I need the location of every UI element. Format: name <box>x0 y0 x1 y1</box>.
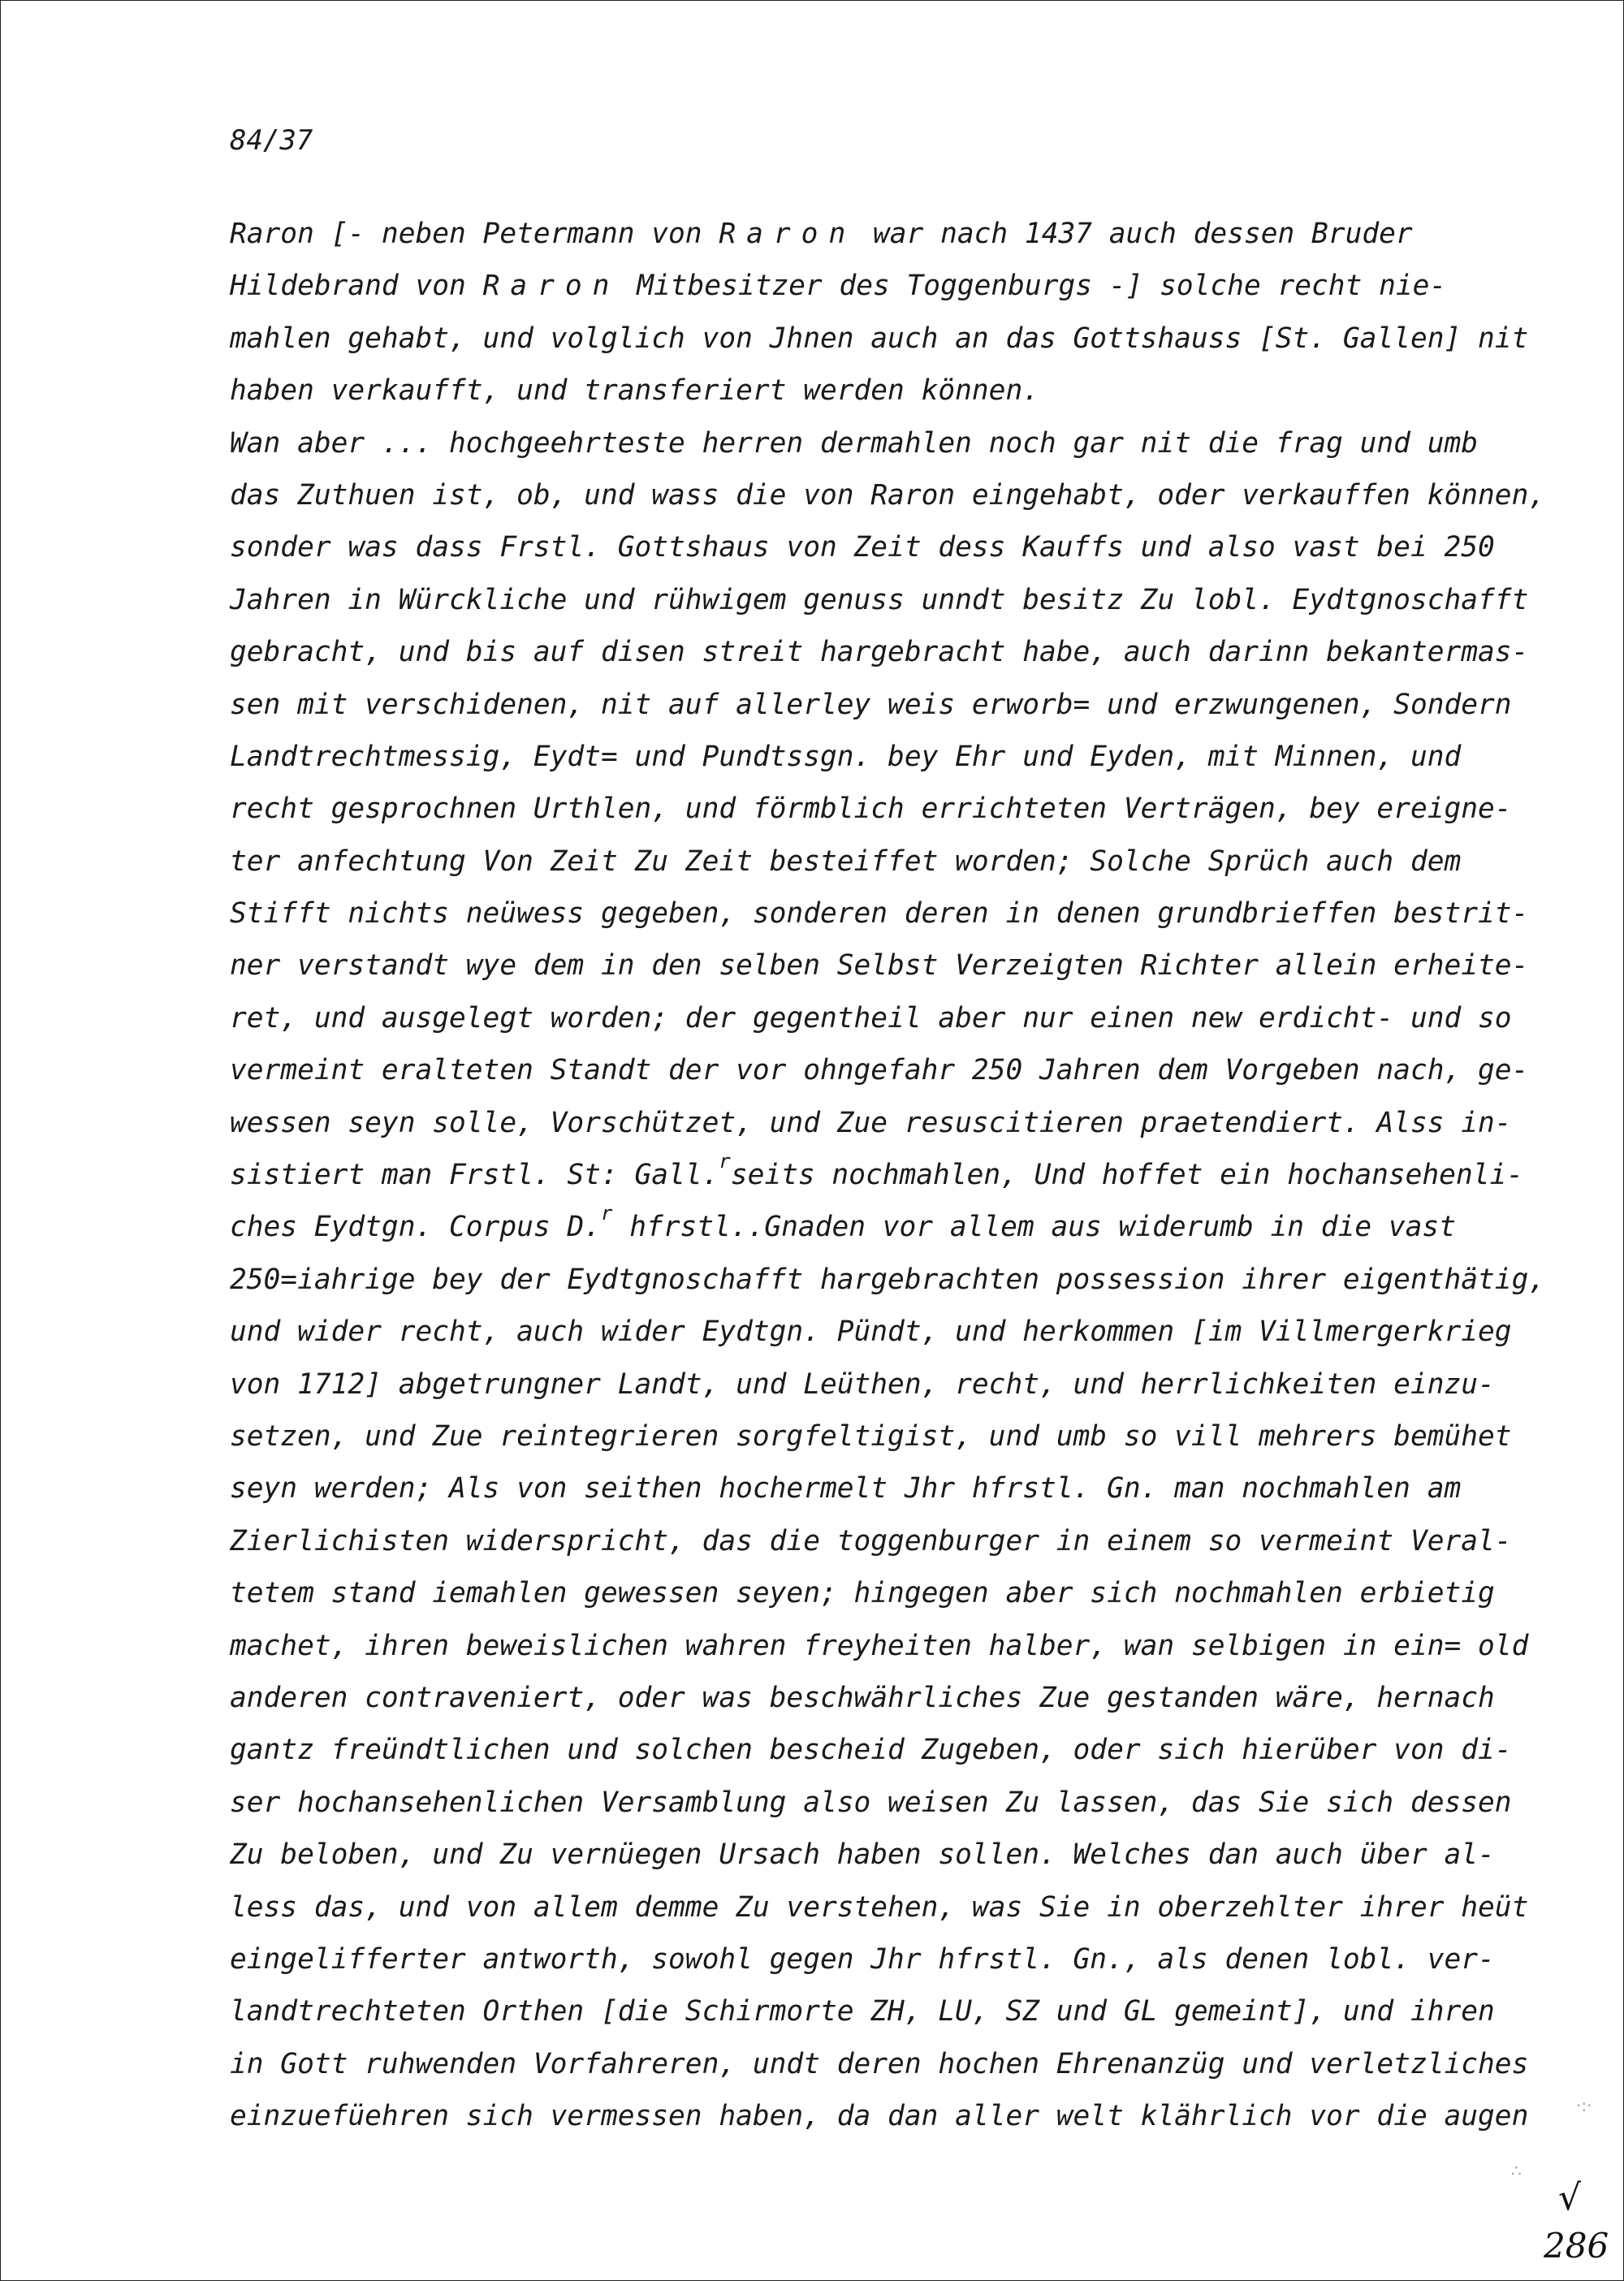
text-line <box>230 1149 1610 1201</box>
text-line <box>230 469 1610 521</box>
text-segment: Hildebrand von <box>230 270 483 303</box>
text-line <box>230 783 1610 835</box>
text-segment: das Zuthuen ist, ob, und wass die von Raron eingehabt, oder verkauffen können, <box>230 478 1546 512</box>
text-segment: gantz freündtlichen und solchen bescheid Zugeben, oder sich hierüber von di- <box>230 1734 1512 1767</box>
text-segment: seits nochmahlen, Und hoffet ein hochansehenli- <box>730 1159 1524 1192</box>
text-segment: und wider recht, auch wider Eydtgn. Pündt, und herkommen [im Villmergerkrieg <box>230 1315 1512 1349</box>
text-segment: landtrechteten Orthen [die Schirmorte ZH, LU, SZ und GL gemeint], und ihren <box>230 1995 1495 2028</box>
text-segment: hfrstl..Gnaden vor allem aus widerumb in die vast <box>612 1211 1456 1244</box>
superscript: r <box>600 1202 613 1225</box>
text-segment: 250=iahrige bey der Eydtgnoschafft hargebrachten possession ihrer eigenthätig, <box>230 1263 1546 1296</box>
text-segment: Mitbesitzer des Toggenburgs -] solche recht nie- <box>620 270 1447 303</box>
text-line <box>230 1985 1610 2037</box>
superscript: r <box>719 1150 731 1173</box>
text-segment: ches Eydtgn. Corpus D. <box>230 1211 601 1244</box>
text-line <box>230 1515 1610 1567</box>
text-segment: haben verkaufft, und transferiert werden können. <box>230 374 1039 408</box>
text-segment: ser hochansehenlichen Versamblung also weisen Zu lassen, das Sie sich dessen <box>230 1786 1512 1819</box>
text-line <box>230 521 1610 573</box>
margin-smudge: ∴ <box>1511 2161 1522 2180</box>
text-segment: seyn werden; Als von seithen hochermelt Jhr hfrstl. Gn. man nochmahlen am <box>230 1472 1462 1506</box>
text-segment: gebracht, und bis auf disen streit hargebracht habe, auch darinn bekantermas- <box>230 636 1529 669</box>
text-line <box>230 626 1610 678</box>
text-line <box>230 1306 1610 1358</box>
text-segment: Wan aber ... hochgeehrteste herren dermahlen noch gar nit die frag und umb <box>230 426 1479 460</box>
text-segment: eingelifferter antworth, sowohl gegen Jhr hfrstl. Gn., als denen lobl. ver- <box>230 1942 1495 1976</box>
text-line <box>230 1201 1610 1253</box>
margin-smudge: ·:· <box>1576 2096 1592 2115</box>
text-line <box>230 888 1610 940</box>
text-line <box>230 940 1610 991</box>
text-line <box>230 260 1610 312</box>
text-line <box>230 1620 1610 1672</box>
text-segment: machet, ihren beweislichen wahren freyheiten halber, wan selbigen in ein= old <box>230 1629 1529 1662</box>
text-line <box>230 731 1610 783</box>
text-segment: Raron <box>719 218 857 250</box>
text-segment: tetem stand iemahlen gewessen seyen; hingegen aber sich nochmahlen erbietig <box>230 1577 1495 1610</box>
text-segment: ter anfechtung Von Zeit Zu Zeit besteiffet worden; Solche Sprüch auch dem <box>230 845 1462 878</box>
text-line <box>230 1881 1610 1933</box>
text-line <box>230 2090 1610 2142</box>
text-segment: ret, und ausgelegt worden; der gegentheil aber nur einen new erdicht- und so <box>230 1001 1512 1035</box>
text-line <box>230 1411 1610 1462</box>
text-segment: sistiert man Frstl. St: Gall. <box>230 1159 719 1192</box>
text-line <box>230 1567 1610 1619</box>
text-segment: Landtrechtmessig, Eydt= und Pundtssgn. bey Ehr und Eyden, mit Minnen, und <box>230 740 1462 773</box>
text-line <box>230 2038 1610 2090</box>
text-segment: einzuefüehren sich vermessen haben, da dan aller welt klährlich vor die augen <box>230 2100 1529 2133</box>
text-line <box>230 574 1610 626</box>
text-line <box>230 1044 1610 1096</box>
text-segment: Jahren in Würckliche und rühwigem genuss unndt besitz Zu lobl. Eydtgnoschafft <box>230 583 1529 616</box>
text-line <box>230 313 1610 365</box>
text-segment: ner verstandt wye dem in den selben Selbst Verzeigten Richter allein erheite- <box>230 949 1529 983</box>
text-line <box>230 1829 1610 1881</box>
text-segment: recht gesprochnen Urthlen, und förmblich errichteten Verträgen, bey ereigne- <box>230 793 1512 826</box>
text-segment: setzen, und Zue reintegrieren sorgfeltigist, und umb so vill mehrers bemühet <box>230 1419 1512 1453</box>
text-segment: in Gott ruhwenden Vorfahreren, undt deren hochen Ehrenanzüg und verletzliches <box>230 2047 1529 2080</box>
text-segment: sonder was dass Frstl. Gottshaus von Zeit dess Kauffs und also vast bei 250 <box>230 531 1495 564</box>
folio-number: 286 <box>1544 2226 1609 2266</box>
text-segment: Zierlichisten widerspricht, das die toggenburger in einem so vermeint Veral- <box>230 1524 1512 1557</box>
text-line <box>230 1359 1610 1411</box>
text-line <box>230 1777 1610 1829</box>
check-mark: √ <box>1558 2177 1582 2218</box>
text-segment: Raron <box>482 270 620 303</box>
text-segment: sen mit verschidenen, nit auf allerley weis erworb= und erzwungenen, Sondern <box>230 688 1512 721</box>
text-segment: mahlen gehabt, und volglich von Jhnen auch an das Gottshauss [St. Gallen] nit <box>230 322 1529 355</box>
text-line <box>230 365 1610 417</box>
text-line <box>230 679 1610 731</box>
text-segment: vermeint eralteten Standt der vor ohngefahr 250 Jahren dem Vorgeben nach, ge- <box>230 1054 1529 1087</box>
text-segment: Zu beloben, und Zu vernüegen Ursach haben sollen. Welches dan auch über al- <box>230 1838 1495 1872</box>
text-line <box>230 1462 1610 1514</box>
text-line <box>230 836 1610 888</box>
page-number: 84/37 <box>230 124 313 157</box>
text-segment: wessen seyn solle, Vorschützet, und Zue resuscitieren praetendiert. Alss in- <box>230 1106 1512 1139</box>
text-line <box>230 417 1610 469</box>
text-segment: anderen contraveniert, oder was beschwährliches Zue gestanden wäre, hernach <box>230 1681 1495 1714</box>
text-line <box>230 1933 1610 1985</box>
text-line <box>230 1254 1610 1306</box>
text-line <box>230 1097 1610 1149</box>
text-line <box>230 208 1610 260</box>
transcription-text <box>230 208 1610 2142</box>
text-segment: von 1712] abgetrungner Landt, und Leüthen, recht, und herrlichkeiten einzu- <box>230 1367 1495 1401</box>
text-line <box>230 1672 1610 1724</box>
text-segment: Stifft nichts neüwess gegeben, sonderen deren in denen grundbrieffen bestrit- <box>230 897 1529 931</box>
text-segment: Raron [- neben Petermann von <box>230 218 719 250</box>
text-line <box>230 1724 1610 1776</box>
text-segment: war nach 1437 auch dessen Bruder <box>856 218 1413 250</box>
text-line <box>230 992 1610 1044</box>
text-segment: less das, und von allem demme Zu verstehen, was Sie in oberzehlter ihrer heüt <box>230 1890 1529 1924</box>
